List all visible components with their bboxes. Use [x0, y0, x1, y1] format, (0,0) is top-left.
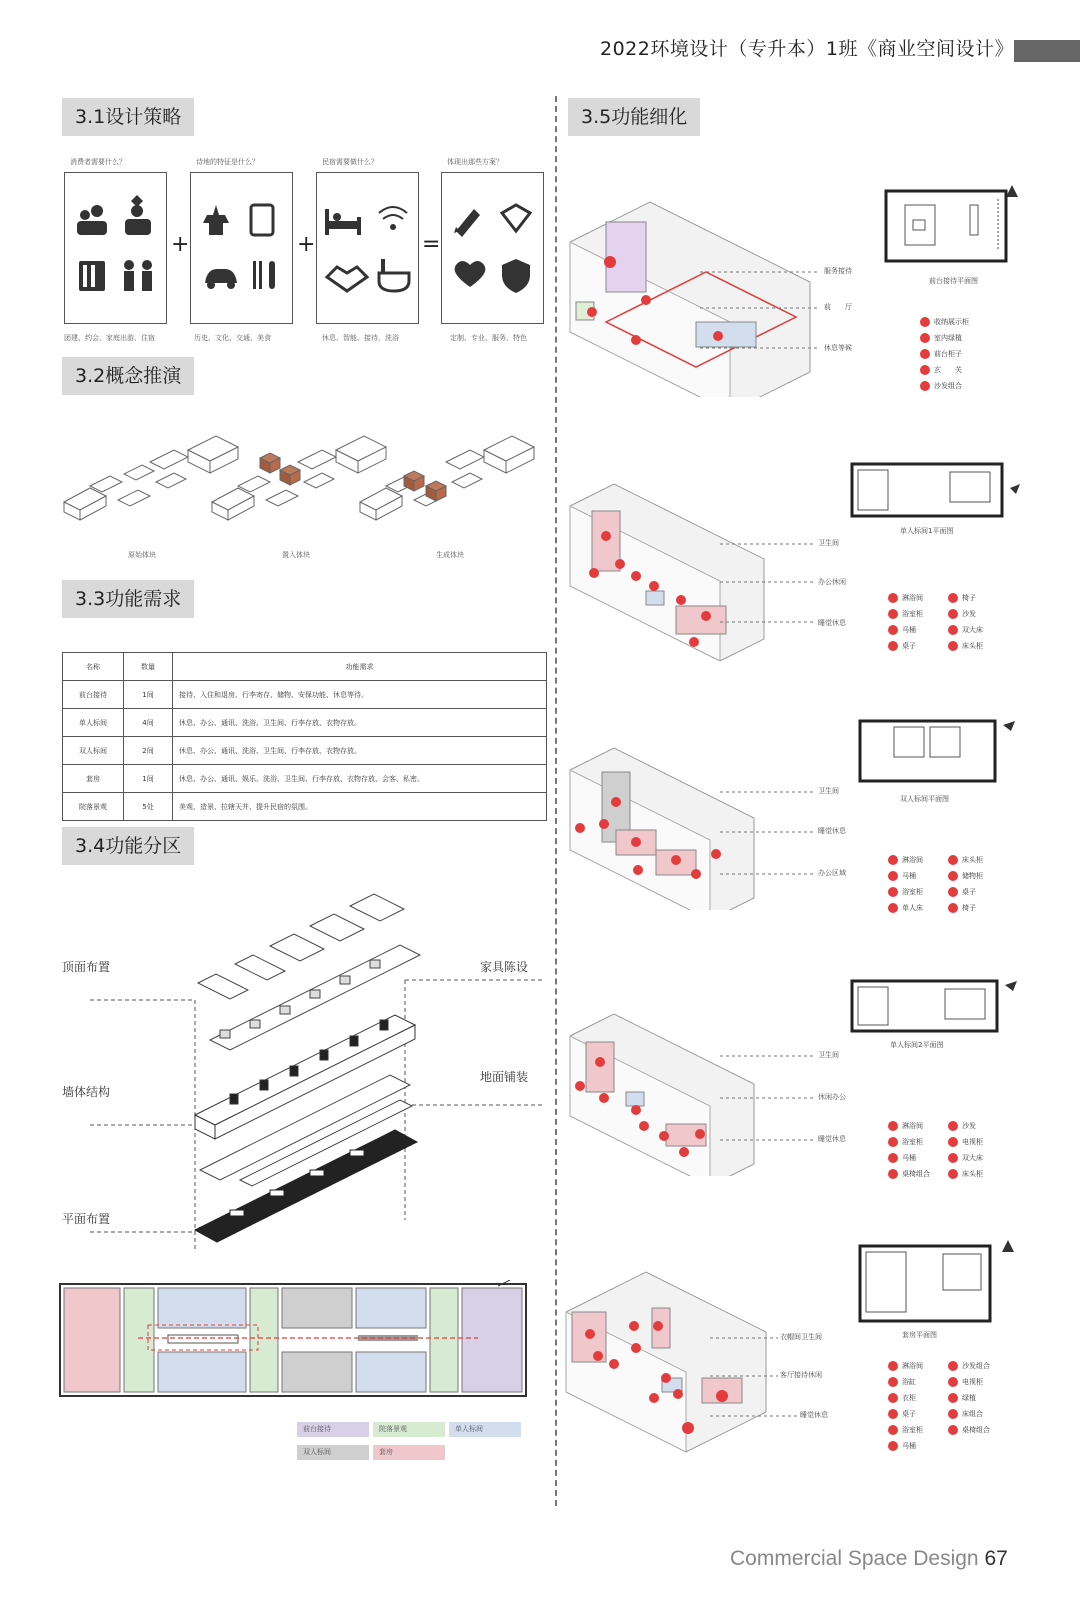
- axon-label-reception-2: 前 厅: [824, 303, 852, 311]
- table-row: [63, 765, 547, 793]
- axon-label-reception-3: 休息等候: [824, 344, 852, 352]
- plan-title-reception: 前台接待平面图: [929, 277, 978, 285]
- legend-item: 桌椅组合: [962, 1426, 990, 1434]
- strategy-caption-3: 休息、智能、接待、洗浴: [322, 334, 399, 342]
- table-header-count: 数量: [124, 653, 173, 681]
- axon-label-single2-1: 卫生间: [818, 1051, 839, 1059]
- axon-label-double-1: 卫生间: [818, 787, 839, 795]
- legend-item: 双大床: [962, 626, 983, 634]
- legend-item: 双大床: [962, 1154, 983, 1162]
- column-divider: [555, 96, 557, 1506]
- legend-key-suite: 套房: [373, 1445, 445, 1460]
- footer-text: Commercial Space Design: [730, 1547, 979, 1570]
- legend-item: 淋浴间: [902, 594, 923, 602]
- concept-caption-1: 原始体块: [128, 551, 156, 559]
- legend-item: 浴缸: [902, 1378, 916, 1386]
- legend-item: 马桶: [902, 872, 916, 880]
- strategy-question-2: 诗地的特征是什么？: [196, 158, 259, 166]
- axon-label-single2-2: 休闲办公: [818, 1093, 846, 1101]
- legend-item: 沙发组合: [934, 382, 962, 390]
- legend-item: 储物柜: [962, 872, 983, 880]
- table-row: [63, 709, 547, 737]
- header-accent-bar: [1014, 40, 1080, 62]
- legend-item: 桌子: [902, 1410, 916, 1418]
- table-cell-function: 美观、造景、拉辖天井、提升民宿的氛围。: [173, 793, 547, 821]
- table-cell-name: 双人标间: [63, 737, 124, 765]
- ceiling-layer: [195, 880, 415, 999]
- legend-item: 沙发: [962, 1122, 976, 1130]
- strategy-caption-4: 定制、专业、服务、特色: [450, 334, 527, 342]
- outcome-icons: [442, 173, 543, 323]
- legend-item: 沙发: [962, 610, 976, 618]
- label-furniture: 家具陈设: [480, 960, 529, 974]
- zoning-floor-plan: [58, 1280, 530, 1400]
- table-row: [63, 793, 547, 821]
- strategy-box-consumers: [64, 172, 167, 324]
- legend-suite-col2: [948, 1358, 990, 1438]
- plan-title-double-room: 双人标间平面图: [900, 795, 949, 803]
- table-cell-name: 套房: [63, 765, 124, 793]
- section-title-concept: 3.2概念推演: [62, 357, 194, 395]
- legend-item: 浴室柜: [902, 1426, 923, 1434]
- label-wall: 墙体结构: [62, 1085, 111, 1099]
- legend-item: 床组合: [962, 1410, 983, 1418]
- axon-label-double-3: 办公区域: [818, 869, 846, 877]
- table-cell-count: 1间: [124, 681, 173, 709]
- legend-key-double-room: 双人标间: [297, 1445, 369, 1460]
- table-cell-name: 单人标间: [63, 709, 124, 737]
- legend-item: 床头柜: [962, 856, 983, 864]
- legend-item: 衣柜: [902, 1394, 916, 1402]
- axon-label-reception-1: 服务接待: [824, 267, 852, 275]
- axon-label-single2-3: 睡觉休息: [818, 1135, 846, 1143]
- legend-single-room-2-col2: [948, 1118, 983, 1182]
- plan-title-single-room-2: 单人标间2平面图: [890, 1041, 944, 1049]
- axon-label-suite-1: 衣帽间卫生间: [780, 1333, 822, 1341]
- legend-item: 绿植: [962, 1394, 976, 1402]
- table-cell-count: 5处: [124, 793, 173, 821]
- legend-item: 淋浴间: [902, 856, 923, 864]
- legend-item: 床头柜: [962, 1170, 983, 1178]
- legend-item: 电视柜: [962, 1138, 983, 1146]
- label-plan: 平面布置: [62, 1212, 111, 1226]
- table-cell-name: 院落景观: [63, 793, 124, 821]
- strategy-box-outcome: [441, 172, 544, 324]
- legend-item: 电视柜: [962, 1378, 983, 1386]
- axon-label-suite-3: 睡觉休息: [800, 1411, 828, 1419]
- plan-title-single-room-1: 单人标间1平面图: [900, 527, 954, 535]
- legend-single-room-1-col2: [948, 590, 983, 654]
- legend-item: 淋浴间: [902, 1362, 923, 1370]
- table-cell-count: 1间: [124, 765, 173, 793]
- concept-caption-3: 生成体块: [436, 551, 464, 559]
- requirements-table: [62, 652, 547, 821]
- legend-item: 马桶: [902, 1442, 916, 1450]
- table-cell-function: 休息、办公、通讯、洗浴、卫生间、行李存放、衣物存放。: [173, 709, 547, 737]
- service-icons: [317, 173, 418, 323]
- label-floor: 地面铺装: [480, 1070, 529, 1084]
- strategy-question-4: 体现出那些方案？: [447, 158, 503, 166]
- table-row: [63, 681, 547, 709]
- legend-item: 沙发组合: [962, 1362, 990, 1370]
- section-title-requirements: 3.3功能需求: [62, 580, 194, 618]
- table-cell-count: 4间: [124, 709, 173, 737]
- culture-icons: [191, 173, 292, 323]
- table-header-function: 功能需求: [173, 653, 547, 681]
- legend-item: 桌子: [962, 888, 976, 896]
- legend-item: 床头柜: [962, 642, 983, 650]
- table-header-row: [63, 653, 547, 681]
- legend-item: 浴室柜: [902, 1138, 923, 1146]
- concept-caption-2: 置入体块: [282, 551, 310, 559]
- table-cell-function: 休息、办公、通讯、洗浴、卫生间、行李存放、衣物存放。: [173, 737, 547, 765]
- leader-lines: [700, 260, 900, 1430]
- legend-item: 淋浴间: [902, 1122, 923, 1130]
- section-title-zoning: 3.4功能分区: [62, 827, 194, 865]
- legend-key-single-room: 单人标间: [449, 1422, 521, 1437]
- legend-reception: [920, 314, 969, 394]
- legend-item: 浴室柜: [902, 888, 923, 896]
- strategy-question-1: 消费者需要什么？: [70, 158, 126, 166]
- axon-label-single1-3: 睡觉休息: [818, 619, 846, 627]
- legend-item: 玄 关: [934, 366, 962, 374]
- strategy-caption-2: 历史、文化、交通、美食: [194, 334, 271, 342]
- label-ceiling: 顶面布置: [62, 960, 111, 974]
- footer: [730, 1547, 1008, 1571]
- legend-item: 马桶: [902, 626, 916, 634]
- table-row: [63, 737, 547, 765]
- plan-reception: [880, 185, 1020, 275]
- legend-item: 单人床: [902, 904, 923, 912]
- strategy-caption-1: 团建、约会、家庭出游、住宿: [64, 334, 155, 342]
- section-title-strategy: 3.1设计策略: [62, 98, 194, 136]
- legend-double-room-col2: [948, 852, 983, 916]
- operator-plus-2: +: [297, 232, 316, 257]
- legend-item: 桌子: [902, 642, 916, 650]
- table-cell-name: 前台接待: [63, 681, 124, 709]
- section-title-details: 3.5功能细化: [568, 98, 700, 136]
- table-cell-function: 接待、入住和退房、行李寄存、储物、安保功能、休息等待。: [173, 681, 547, 709]
- legend-item: 马桶: [902, 1154, 916, 1162]
- operator-plus-1: +: [171, 232, 190, 257]
- legend-item: 椅子: [962, 594, 976, 602]
- table-cell-count: 2间: [124, 737, 173, 765]
- page-number: 67: [984, 1547, 1008, 1570]
- axon-label-single1-1: 卫生间: [818, 539, 839, 547]
- plan-title-suite: 套房平面图: [902, 1331, 937, 1339]
- legend-item: 收纳展示柜: [934, 318, 969, 326]
- operator-equals: =: [422, 232, 441, 257]
- strategy-box-site: [190, 172, 293, 324]
- legend-item: 室内绿植: [934, 334, 962, 342]
- page-header-title: 2022环境设计（专升本）1班《商业空间设计》: [600, 38, 1014, 60]
- axon-label-suite-2: 客厅接待休闲: [780, 1371, 822, 1379]
- strategy-question-3: 民宿需要做什么？: [322, 158, 378, 166]
- legend-item: 浴室柜: [902, 610, 923, 618]
- legend-key-reception: 前台接待: [297, 1422, 369, 1437]
- table-cell-function: 休息、办公、通讯、娱乐、洗浴、卫生间、行李存放、衣物存放、会客、私密。: [173, 765, 547, 793]
- legend-item: 椅子: [962, 904, 976, 912]
- people-icons: [65, 173, 166, 323]
- legend-key-courtyard: 院落景观: [373, 1422, 445, 1437]
- strategy-box-homestay: [316, 172, 419, 324]
- exploded-axonometric: [60, 880, 550, 1275]
- legend-item: 桌椅组合: [902, 1170, 930, 1178]
- axon-label-single1-2: 办公休闲: [818, 578, 846, 586]
- concept-massing-diagram: [60, 410, 550, 535]
- legend-item: 前台柜子: [934, 350, 962, 358]
- table-header-name: 名称: [63, 653, 124, 681]
- axon-label-double-2: 睡觉休息: [818, 827, 846, 835]
